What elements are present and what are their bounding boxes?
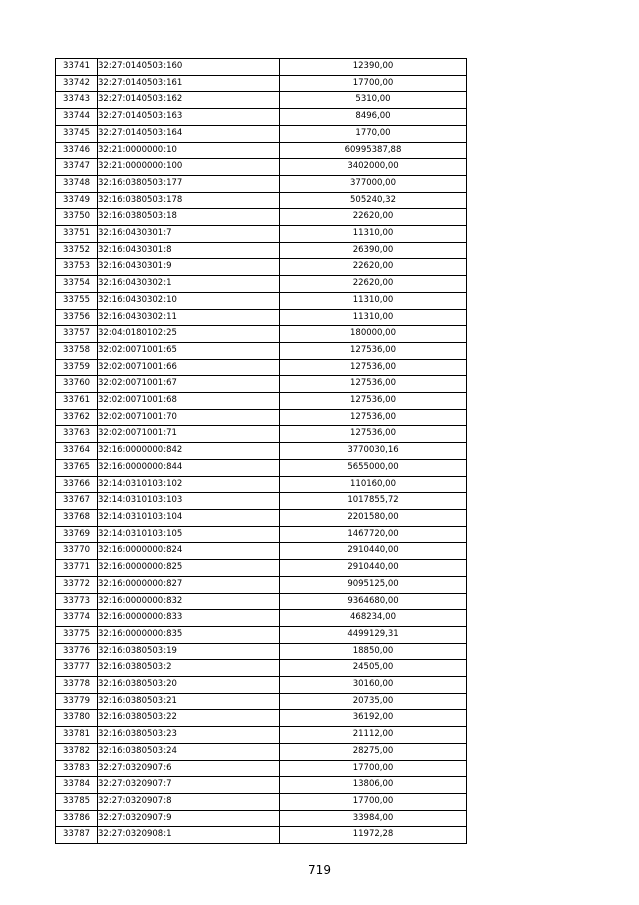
table-row xyxy=(56,175,467,192)
table-row xyxy=(56,793,467,810)
row-number-cell: 33781 xyxy=(56,727,98,744)
cadastral-number-cell: 32:02:0071001:67 xyxy=(98,376,280,393)
row-number-cell: 33775 xyxy=(56,626,98,643)
cadastral-number-cell: 32:16:0000000:833 xyxy=(98,610,280,627)
value-cell: 127536,00 xyxy=(280,393,467,410)
table-row xyxy=(56,777,467,794)
table-row xyxy=(56,242,467,259)
row-number-cell: 33752 xyxy=(56,242,98,259)
cadastral-number-cell: 32:16:0430302:10 xyxy=(98,292,280,309)
cadastral-number-cell: 32:02:0071001:71 xyxy=(98,426,280,443)
value-cell: 13806,00 xyxy=(280,777,467,794)
row-number-cell: 33763 xyxy=(56,426,98,443)
cadastral-number-cell: 32:16:0430302:1 xyxy=(98,276,280,293)
value-cell: 60995387,88 xyxy=(280,142,467,159)
row-number-cell: 33772 xyxy=(56,576,98,593)
row-number-cell: 33758 xyxy=(56,342,98,359)
table-row xyxy=(56,92,467,109)
table-row xyxy=(56,476,467,493)
cadastral-number-cell: 32:16:0430301:9 xyxy=(98,259,280,276)
value-cell: 9095125,00 xyxy=(280,576,467,593)
row-number-cell: 33767 xyxy=(56,493,98,510)
value-cell: 4499129,31 xyxy=(280,626,467,643)
cadastral-number-cell: 32:14:0310103:102 xyxy=(98,476,280,493)
value-cell: 11310,00 xyxy=(280,292,467,309)
value-cell: 22620,00 xyxy=(280,209,467,226)
value-cell: 127536,00 xyxy=(280,376,467,393)
cadastral-number-cell: 32:27:0140503:163 xyxy=(98,109,280,126)
row-number-cell: 33770 xyxy=(56,543,98,560)
table-row xyxy=(56,760,467,777)
table-row xyxy=(56,309,467,326)
value-cell: 1770,00 xyxy=(280,125,467,142)
cadastral-number-cell: 32:16:0380503:19 xyxy=(98,643,280,660)
table-row xyxy=(56,376,467,393)
value-cell: 1017855,72 xyxy=(280,493,467,510)
table-row xyxy=(56,342,467,359)
cadastral-number-cell: 32:16:0000000:824 xyxy=(98,543,280,560)
value-cell: 26390,00 xyxy=(280,242,467,259)
table-row xyxy=(56,259,467,276)
cadastral-number-cell: 32:21:0000000:10 xyxy=(98,142,280,159)
value-cell: 468234,00 xyxy=(280,610,467,627)
table-row xyxy=(56,192,467,209)
value-cell: 17700,00 xyxy=(280,760,467,777)
row-number-cell: 33773 xyxy=(56,593,98,610)
cadastral-number-cell: 32:04:0180102:25 xyxy=(98,326,280,343)
row-number-cell: 33754 xyxy=(56,276,98,293)
row-number-cell: 33749 xyxy=(56,192,98,209)
value-cell: 127536,00 xyxy=(280,359,467,376)
row-number-cell: 33783 xyxy=(56,760,98,777)
table-row xyxy=(56,326,467,343)
value-cell: 17700,00 xyxy=(280,75,467,92)
table-row xyxy=(56,493,467,510)
row-number-cell: 33785 xyxy=(56,793,98,810)
value-cell: 20735,00 xyxy=(280,693,467,710)
cadastral-number-cell: 32:27:0140503:164 xyxy=(98,125,280,142)
value-cell: 22620,00 xyxy=(280,259,467,276)
cadastral-number-cell: 32:02:0071001:66 xyxy=(98,359,280,376)
table-row xyxy=(56,677,467,694)
table-row xyxy=(56,109,467,126)
cadastral-number-cell: 32:16:0430302:11 xyxy=(98,309,280,326)
table-row xyxy=(56,560,467,577)
row-number-cell: 33777 xyxy=(56,660,98,677)
value-cell: 24505,00 xyxy=(280,660,467,677)
value-cell: 33984,00 xyxy=(280,810,467,827)
cadastral-number-cell: 32:16:0430301:7 xyxy=(98,226,280,243)
row-number-cell: 33747 xyxy=(56,159,98,176)
row-number-cell: 33759 xyxy=(56,359,98,376)
table-row xyxy=(56,526,467,543)
row-number-cell: 33756 xyxy=(56,309,98,326)
table-row xyxy=(56,393,467,410)
row-number-cell: 33768 xyxy=(56,509,98,526)
table-row xyxy=(56,810,467,827)
row-number-cell: 33787 xyxy=(56,827,98,844)
value-cell: 180000,00 xyxy=(280,326,467,343)
cadastral-number-cell: 32:02:0071001:68 xyxy=(98,393,280,410)
cadastral-number-cell: 32:02:0071001:65 xyxy=(98,342,280,359)
row-number-cell: 33748 xyxy=(56,175,98,192)
value-cell: 18850,00 xyxy=(280,643,467,660)
cadastral-number-cell: 32:21:0000000:100 xyxy=(98,159,280,176)
row-number-cell: 33776 xyxy=(56,643,98,660)
table-row xyxy=(56,626,467,643)
table-row xyxy=(56,727,467,744)
table-row xyxy=(56,142,467,159)
table-row xyxy=(56,710,467,727)
value-cell: 2201580,00 xyxy=(280,509,467,526)
cadastral-number-cell: 32:27:0320907:7 xyxy=(98,777,280,794)
row-number-cell: 33751 xyxy=(56,226,98,243)
cadastral-number-cell: 32:16:0000000:842 xyxy=(98,443,280,460)
value-cell: 36192,00 xyxy=(280,710,467,727)
table-row xyxy=(56,426,467,443)
row-number-cell: 33786 xyxy=(56,810,98,827)
row-number-cell: 33745 xyxy=(56,125,98,142)
cadastral-number-cell: 32:16:0000000:827 xyxy=(98,576,280,593)
row-number-cell: 33744 xyxy=(56,109,98,126)
page-number: 719 xyxy=(308,863,331,877)
table-row xyxy=(56,125,467,142)
value-cell: 9364680,00 xyxy=(280,593,467,610)
table-row xyxy=(56,543,467,560)
cadastral-number-cell: 32:16:0000000:825 xyxy=(98,560,280,577)
value-cell: 11310,00 xyxy=(280,309,467,326)
table-row xyxy=(56,443,467,460)
value-cell: 30160,00 xyxy=(280,677,467,694)
table-row xyxy=(56,693,467,710)
value-cell: 28275,00 xyxy=(280,743,467,760)
value-cell: 127536,00 xyxy=(280,426,467,443)
value-cell: 17700,00 xyxy=(280,793,467,810)
cadastral-number-cell: 32:27:0320907:9 xyxy=(98,810,280,827)
cadastral-number-cell: 32:16:0000000:835 xyxy=(98,626,280,643)
value-cell: 12390,00 xyxy=(280,59,467,76)
table-row xyxy=(56,209,467,226)
row-number-cell: 33741 xyxy=(56,59,98,76)
table-row xyxy=(56,292,467,309)
value-cell: 1467720,00 xyxy=(280,526,467,543)
cadastral-number-cell: 32:27:0140503:161 xyxy=(98,75,280,92)
cadastral-number-cell: 32:16:0000000:832 xyxy=(98,593,280,610)
value-cell: 377000,00 xyxy=(280,175,467,192)
value-cell: 5655000,00 xyxy=(280,459,467,476)
cadastral-number-cell: 32:16:0380503:22 xyxy=(98,710,280,727)
row-number-cell: 33762 xyxy=(56,409,98,426)
table-row xyxy=(56,593,467,610)
row-number-cell: 33769 xyxy=(56,526,98,543)
row-number-cell: 33765 xyxy=(56,459,98,476)
row-number-cell: 33782 xyxy=(56,743,98,760)
value-cell: 5310,00 xyxy=(280,92,467,109)
row-number-cell: 33743 xyxy=(56,92,98,109)
table-row xyxy=(56,459,467,476)
cadastral-number-cell: 32:14:0310103:103 xyxy=(98,493,280,510)
value-cell: 22620,00 xyxy=(280,276,467,293)
cadastral-number-cell: 32:27:0140503:160 xyxy=(98,59,280,76)
cadastral-number-cell: 32:27:0320908:1 xyxy=(98,827,280,844)
table-row xyxy=(56,827,467,844)
value-cell: 127536,00 xyxy=(280,342,467,359)
table-row xyxy=(56,743,467,760)
cadastral-number-cell: 32:16:0380503:24 xyxy=(98,743,280,760)
table-row xyxy=(56,660,467,677)
table-row xyxy=(56,610,467,627)
row-number-cell: 33779 xyxy=(56,693,98,710)
row-number-cell: 33761 xyxy=(56,393,98,410)
value-cell: 2910440,00 xyxy=(280,560,467,577)
row-number-cell: 33760 xyxy=(56,376,98,393)
cadastral-number-cell: 32:27:0320907:6 xyxy=(98,760,280,777)
row-number-cell: 33764 xyxy=(56,443,98,460)
table-row xyxy=(56,359,467,376)
row-number-cell: 33784 xyxy=(56,777,98,794)
value-cell: 3770030,16 xyxy=(280,443,467,460)
value-cell: 127536,00 xyxy=(280,409,467,426)
table-row xyxy=(56,159,467,176)
table-row xyxy=(56,643,467,660)
value-cell: 110160,00 xyxy=(280,476,467,493)
value-cell: 21112,00 xyxy=(280,727,467,744)
row-number-cell: 33757 xyxy=(56,326,98,343)
value-cell: 11972,28 xyxy=(280,827,467,844)
row-number-cell: 33755 xyxy=(56,292,98,309)
value-cell: 3402000,00 xyxy=(280,159,467,176)
cadastral-number-cell: 32:16:0430301:8 xyxy=(98,242,280,259)
cadastral-number-cell: 32:14:0310103:105 xyxy=(98,526,280,543)
row-number-cell: 33750 xyxy=(56,209,98,226)
cadastral-number-cell: 32:16:0380503:23 xyxy=(98,727,280,744)
value-cell: 2910440,00 xyxy=(280,543,467,560)
table-body xyxy=(56,59,467,844)
table-row xyxy=(56,409,467,426)
cadastral-number-cell: 32:16:0000000:844 xyxy=(98,459,280,476)
row-number-cell: 33774 xyxy=(56,610,98,627)
cadastral-number-cell: 32:27:0320907:8 xyxy=(98,793,280,810)
cadastral-number-cell: 32:14:0310103:104 xyxy=(98,509,280,526)
table-row xyxy=(56,509,467,526)
row-number-cell: 33771 xyxy=(56,560,98,577)
cadastral-number-cell: 32:16:0380503:2 xyxy=(98,660,280,677)
value-cell: 505240,32 xyxy=(280,192,467,209)
cadastral-number-cell: 32:16:0380503:18 xyxy=(98,209,280,226)
cadastral-number-cell: 32:02:0071001:70 xyxy=(98,409,280,426)
row-number-cell: 33766 xyxy=(56,476,98,493)
table-row xyxy=(56,276,467,293)
table-row xyxy=(56,226,467,243)
value-cell: 11310,00 xyxy=(280,226,467,243)
table-row xyxy=(56,576,467,593)
value-cell: 8496,00 xyxy=(280,109,467,126)
cadastral-number-cell: 32:16:0380503:20 xyxy=(98,677,280,694)
cadastral-number-cell: 32:27:0140503:162 xyxy=(98,92,280,109)
table-row xyxy=(56,59,467,76)
row-number-cell: 33742 xyxy=(56,75,98,92)
table-row xyxy=(56,75,467,92)
row-number-cell: 33746 xyxy=(56,142,98,159)
cadastral-number-cell: 32:16:0380503:21 xyxy=(98,693,280,710)
row-number-cell: 33753 xyxy=(56,259,98,276)
row-number-cell: 33778 xyxy=(56,677,98,694)
cadastral-value-table xyxy=(55,58,467,844)
cadastral-number-cell: 32:16:0380503:177 xyxy=(98,175,280,192)
cadastral-number-cell: 32:16:0380503:178 xyxy=(98,192,280,209)
row-number-cell: 33780 xyxy=(56,710,98,727)
